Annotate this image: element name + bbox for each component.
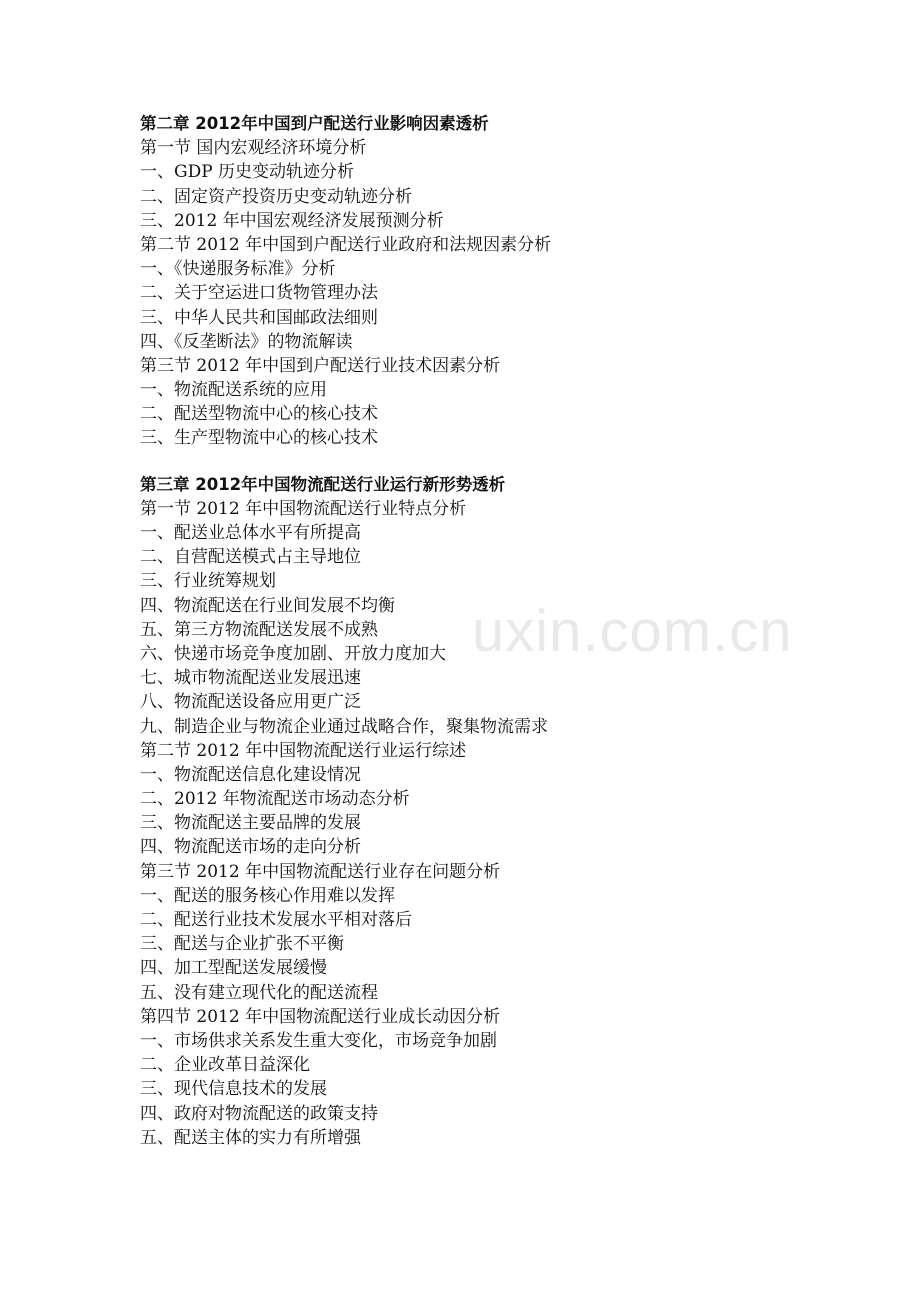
section-title: 第一节 国内宏观经济环境分析 xyxy=(140,138,367,159)
section-title: 第一节 2012 年中国物流配送行业特点分析 xyxy=(140,498,467,519)
list-item: 四、加工型配送发展缓慢 xyxy=(140,958,327,979)
list-item: 三、2012 年中国宏观经济发展预测分析 xyxy=(140,210,444,231)
list-item: 一、GDP 历史变动轨迹分析 xyxy=(140,162,355,183)
list-item: 三、配送与企业扩张不平衡 xyxy=(140,934,344,955)
list-item: 四、物流配送在行业间发展不均衡 xyxy=(140,595,395,616)
document-body xyxy=(140,112,840,1150)
list-item: 二、配送行业技术发展水平相对落后 xyxy=(140,910,412,930)
list-item: 四、物流配送市场的走向分析 xyxy=(140,837,361,858)
list-item: 三、生产型物流中心的核心技术 xyxy=(140,428,378,449)
list-item: 二、固定资产投资历史变动轨迹分析 xyxy=(140,186,412,207)
list-item: 二、企业改革日益深化 xyxy=(140,1055,310,1076)
list-item: 四、政府对物流配送的政策支持 xyxy=(140,1103,378,1124)
list-item: 九、制造企业与物流企业通过战略合作，聚集物流需求 xyxy=(140,716,548,737)
list-item: 一、物流配送信息化建设情况 xyxy=(140,764,361,785)
list-item: 一、物流配送系统的应用 xyxy=(140,380,327,401)
list-item: 六、快递市场竞争度加剧、开放力度加大 xyxy=(140,643,446,664)
section-title: 第四节 2012 年中国物流配送行业成长动因分析 xyxy=(140,1006,501,1027)
list-item: 三、行业统筹规划 xyxy=(140,571,276,592)
list-item: 四、《反垄断法》的物流解读 xyxy=(140,331,353,352)
list-item: 五、配送主体的实力有所增强 xyxy=(140,1127,361,1148)
list-item: 三、物流配送主要品牌的发展 xyxy=(140,813,361,834)
chapter-title: 第二章 2012年中国到户配送行业影响因素透析 xyxy=(140,114,489,133)
list-item: 二、关于空运进口货物管理办法 xyxy=(140,283,378,304)
list-item: 二、2012 年物流配送市场动态分析 xyxy=(140,789,410,810)
section-title: 第二节 2012 年中国到户配送行业政府和法规因素分析 xyxy=(140,234,552,255)
chapter-title: 第三章 2012年中国物流配送行业运行新形势透析 xyxy=(140,474,506,494)
list-item: 一、《快递服务标准》分析 xyxy=(140,259,336,280)
list-item: 一、配送业总体水平有所提高 xyxy=(140,523,361,543)
list-item: 五、第三方物流配送发展不成熟 xyxy=(140,619,378,640)
list-item: 一、市场供求关系发生重大变化，市场竞争加剧 xyxy=(140,1030,497,1051)
list-item: 五、没有建立现代化的配送流程 xyxy=(140,982,378,1003)
list-item: 七、城市物流配送业发展迅速 xyxy=(140,668,361,689)
list-item: 三、现代信息技术的发展 xyxy=(140,1079,327,1100)
section-title: 第三节 2012 年中国物流配送行业存在问题分析 xyxy=(140,861,501,882)
list-item: 二、配送型物流中心的核心技术 xyxy=(140,404,378,425)
list-item: 二、自营配送模式占主导地位 xyxy=(140,547,361,568)
section-title: 第三节 2012 年中国到户配送行业技术因素分析 xyxy=(140,355,501,376)
spacer xyxy=(140,451,840,473)
list-item: 一、配送的服务核心作用难以发挥 xyxy=(140,885,395,906)
list-item: 八、物流配送设备应用更广泛 xyxy=(140,692,361,713)
watermark: uxin.com.cn xyxy=(472,599,793,664)
section-title: 第二节 2012 年中国物流配送行业运行综述 xyxy=(140,740,467,761)
list-item: 三、中华人民共和国邮政法细则 xyxy=(140,307,378,328)
